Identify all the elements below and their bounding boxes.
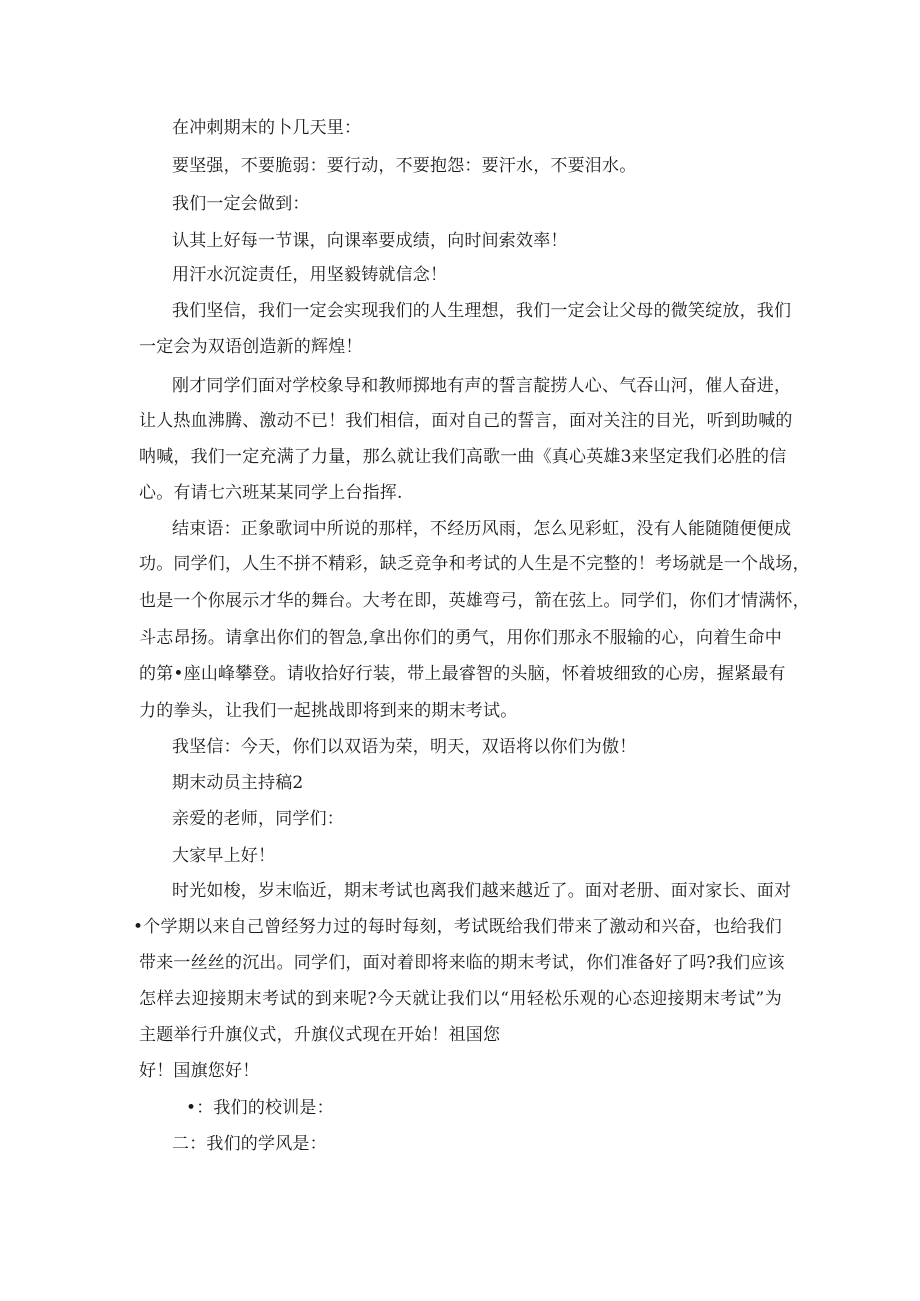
text-line: 心。有请七六班某某同学上台指挥.: [139, 483, 403, 503]
text-line: 用汗水沉淀责任，用坚毅铸就信念！: [172, 265, 448, 285]
text-line: 我们坚信，我们一定会实现我们的人生理想，我们一定会让父母的微笑绽放，我们: [172, 301, 792, 321]
text-line: •：我们的校训是：: [186, 1098, 334, 1118]
text-line: 在冲刺期末的卜几天里：: [172, 118, 362, 138]
text-line: 的第•座山峰攀登。请收拾好行装，带上最睿智的头脑，怀着坡细致的心房，握紧最有: [139, 664, 786, 684]
text-line: 我坚信：今天，你们以双语为荣，明天，双语将以你们为傲！: [172, 737, 637, 757]
text-line: 怎样去迎接期末考试的到来呢?今天就让我们以“用轻松乐观的心态迎接期末考试”为: [139, 989, 782, 1009]
text-line: 也是一个你展示才华的舞台。大考在即，英雄弯弓，箭在弦上。同学们，你们才情满怀，: [139, 591, 810, 611]
text-line: 带来一丝丝的沉出。同学们，面对着即将来临的期末考试，你们准备好了吗?我们应该: [139, 953, 785, 973]
text-line: 亲爱的老师，同学们：: [172, 809, 344, 829]
text-line: 大家早上好！: [172, 846, 276, 866]
text-line: 时光如梭，岁末临近，期末考试也离我们越来越近了。面对老册、面对家长、面对: [172, 881, 792, 901]
text-line: 结束语：正象歌词中所说的那样，不经历风雨，怎么见彩虹，没有人能随随便便成: [172, 519, 792, 539]
section-heading: 期末动员主持稿2: [172, 773, 304, 793]
text-line: 二：我们的学风是：: [172, 1134, 327, 1154]
text-line: 呐喊，我们一定充满了力量，那么就让我们高歌一曲《真心英雄3来坚定我们必胜的信: [139, 447, 787, 467]
text-line: 刚才同学们面对学校象导和教师掷地有声的誓言靛捞人心、气吞山河，催人奋进，: [172, 376, 792, 396]
text-line: 认其上好每一节课，向课率要成绩，向时间索效率！: [172, 231, 568, 251]
text-line: 要坚强，不要脆弱：要行动，不要抱怨：要汗水，不要泪水。: [172, 156, 637, 176]
text-line: 一定会为双语创造新的辉煌！: [139, 337, 363, 357]
text-line: 功。同学们，人生不拼不精彩，缺乏竞争和考试的人生是不完整的！考场就是一个战场，: [139, 554, 810, 574]
text-line: 让人热血沸腾、激动不已！我们相信，面对自己的誓言，面对关注的目光，听到助喊的: [139, 411, 793, 431]
text-line: 力的拳头，让我们一起挑战即将到来的期末考试。: [139, 701, 518, 721]
text-line: •个学期以来自己曾经努力过的每时每刻，考试既给我们带来了激动和兴奋，也给我们: [133, 917, 782, 937]
text-line: 我们一定会做到：: [172, 194, 310, 214]
text-line: 好！国旗您好！: [139, 1061, 260, 1081]
text-line: 主题举行升旗仪式，升旗仪式现在开始！祖国您: [139, 1025, 501, 1045]
text-line: 斗志昂扬。请拿出你们的智急,拿出你们的勇气，用你们那永不服输的心，向着生命中: [139, 628, 782, 648]
